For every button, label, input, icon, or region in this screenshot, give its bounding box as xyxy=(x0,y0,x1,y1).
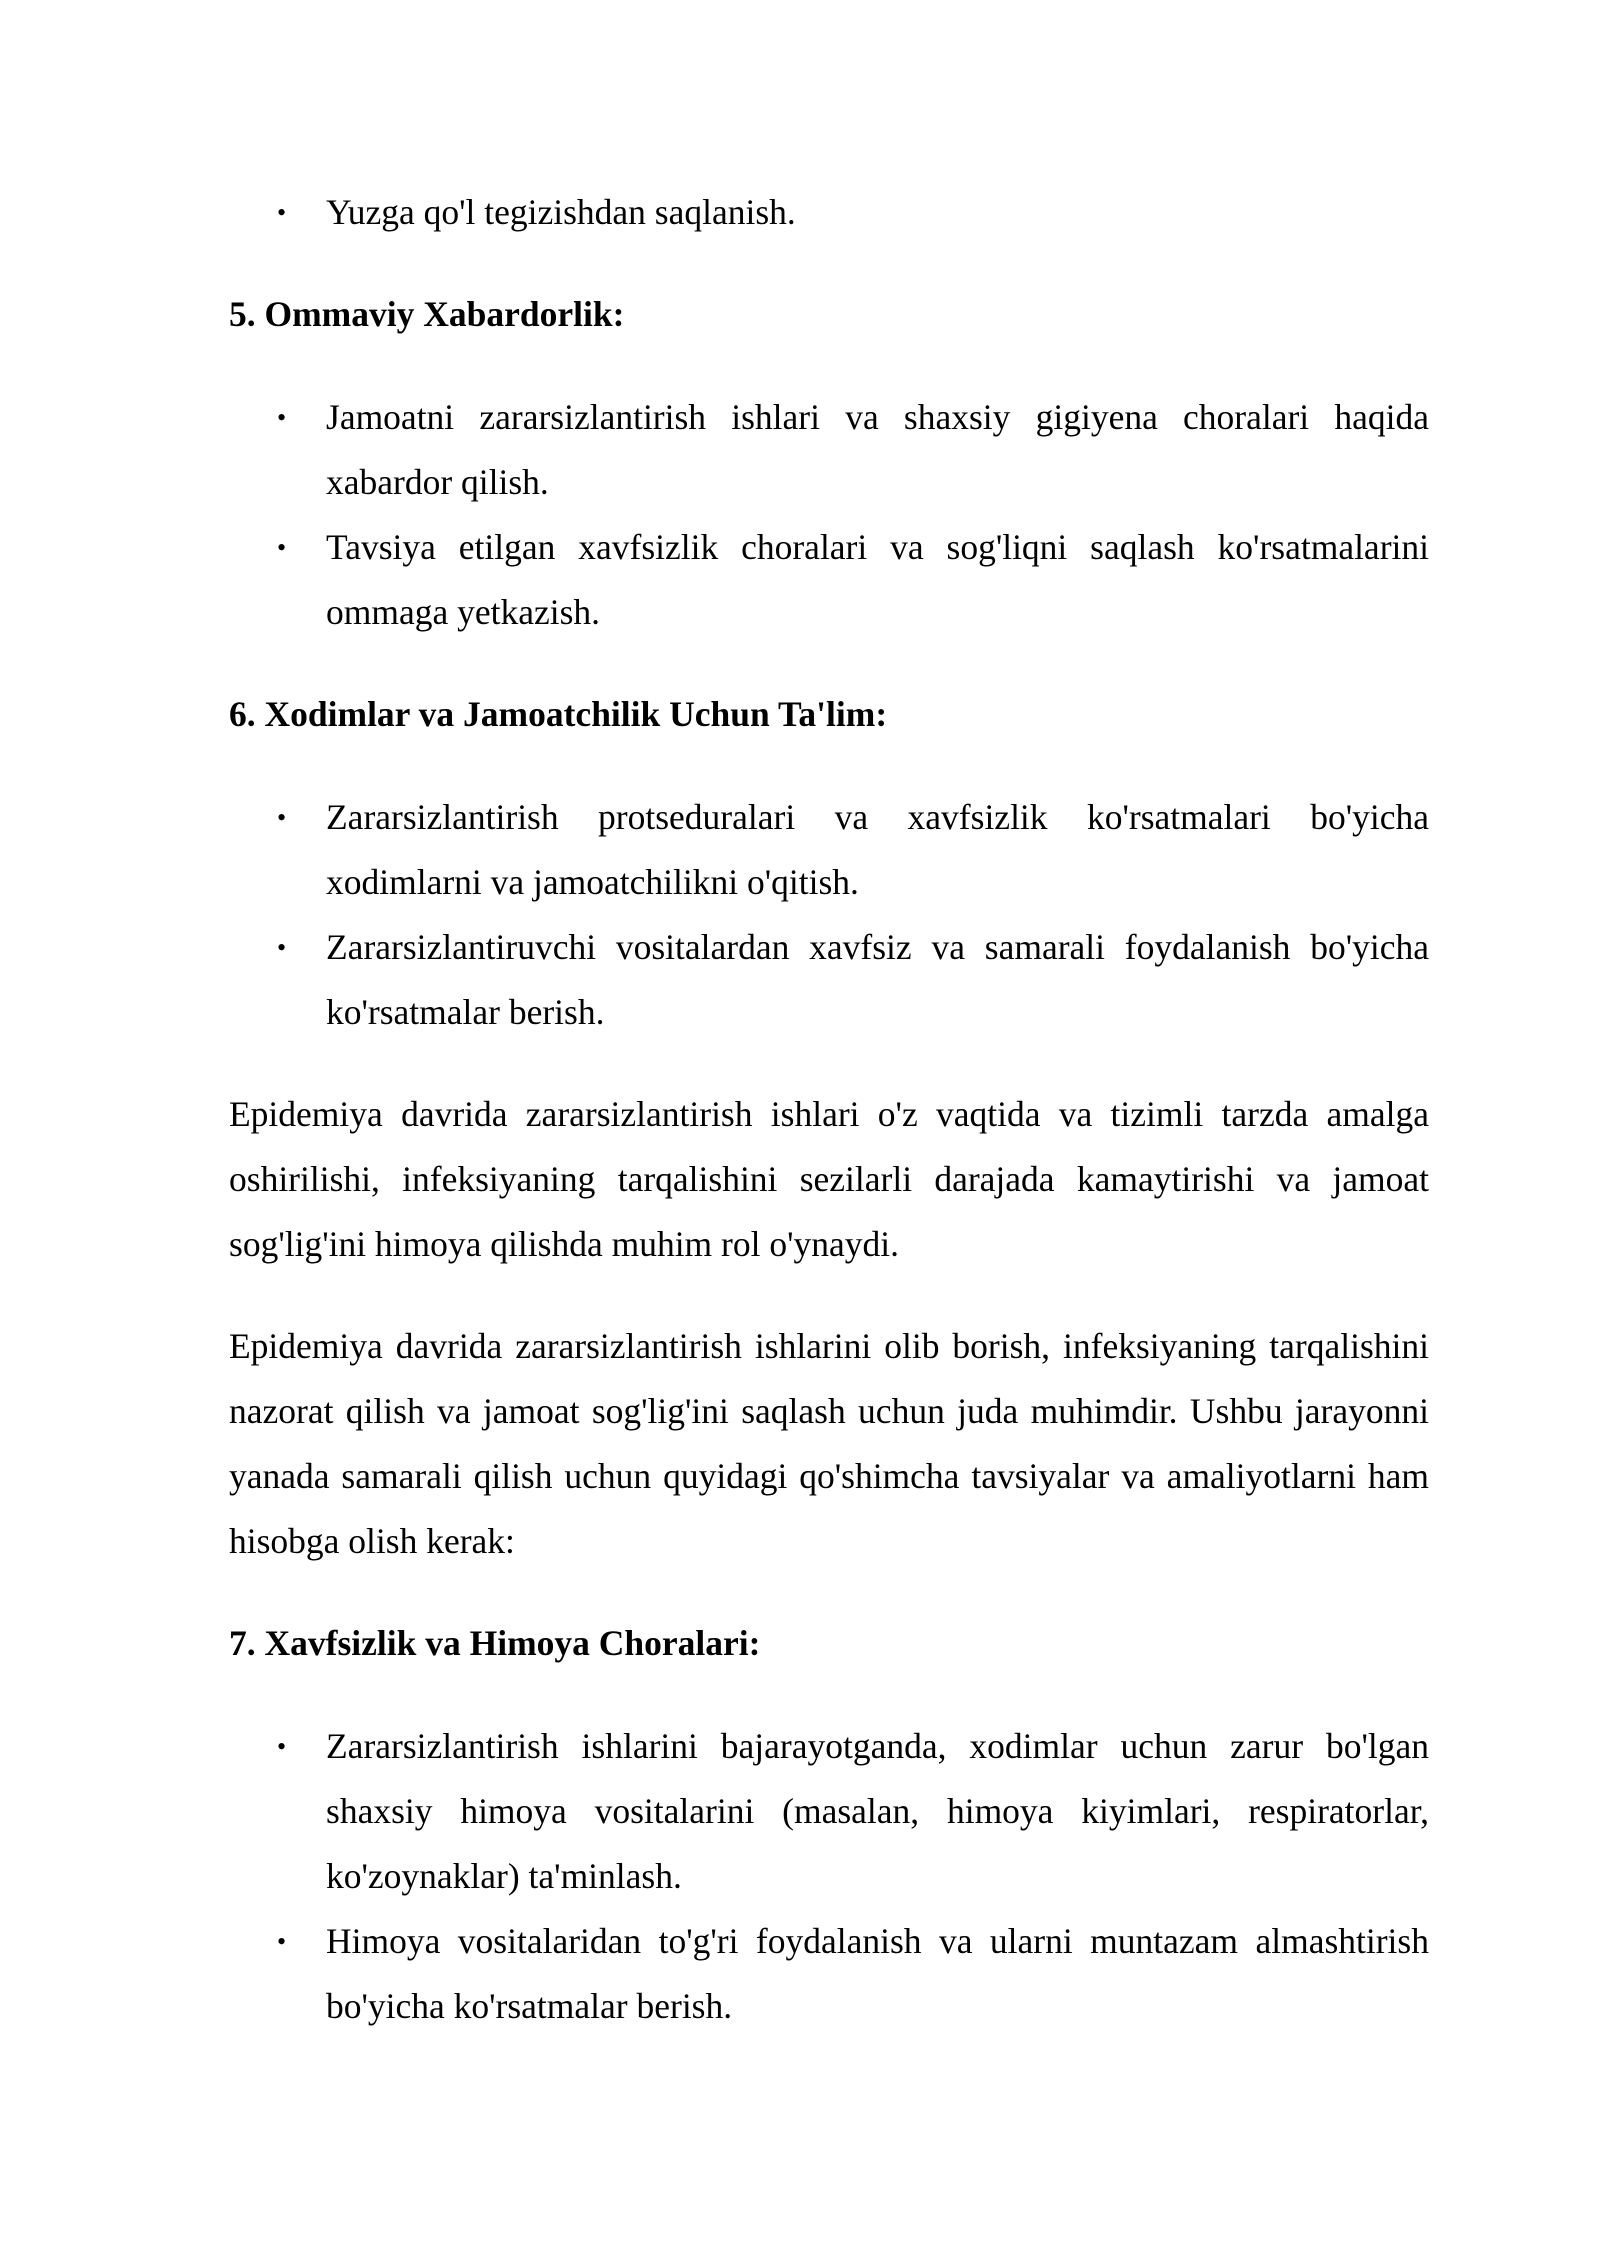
list-item-text: Himoya vositalaridan to'g'ri foydalanish va ularni muntazam almashtirish bo'yicha ko'rsatmalar berish. xyxy=(326,1921,1429,2026)
bullet-icon: • xyxy=(277,803,287,832)
body-paragraph: Epidemiya davrida zararsizlantirish ishlarini olib borish, infeksiyaning tarqalishini nazorat qilish va jamoat sog'lig'ini saqlash uchun juda muhimdir. Ushbu jarayonni yanada samarali qilish uchun quyidagi qo'shimcha tavsiyalar va amaliyotlarni ham hisobga olish kerak: xyxy=(229,1326,1429,1561)
bullet-list-section-7 xyxy=(229,1714,1429,2039)
section-heading-6: 6. Xodimlar va Jamoatchilik Uchun Ta'lim: xyxy=(229,694,888,734)
list-item-text: Yuzga qo'l tegizishdan saqlanish. xyxy=(326,192,796,232)
bullet-icon: • xyxy=(277,1732,287,1761)
list-item-text: Tavsiya etilgan xavfsizlik choralari va sog'liqni saqlash ko'rsatmalarini ommaga yetkazish. xyxy=(326,527,1429,632)
bullet-icon: • xyxy=(277,533,287,562)
list-item xyxy=(229,515,1429,645)
list-item xyxy=(229,915,1429,1045)
list-item xyxy=(229,180,1429,245)
bullet-list-section-6 xyxy=(229,785,1429,1045)
bullet-list-top xyxy=(229,180,1429,245)
bullet-list-section-5 xyxy=(229,385,1429,645)
body-paragraph: Epidemiya davrida zararsizlantirish ishlari o'z vaqtida va tizimli tarzda amalga oshirilishi, infeksiyaning tarqalishini sezilarli darajada kamaytirishi va jamoat sog'lig'ini himoya qilishda muhim rol o'ynaydi. xyxy=(229,1094,1429,1264)
list-item-text: Jamoatni zararsizlantirish ishlari va shaxsiy gigiyena choralari haqida xabardor qilish. xyxy=(326,397,1429,502)
list-item xyxy=(229,1714,1429,1909)
bullet-icon: • xyxy=(277,933,287,962)
bullet-icon: • xyxy=(277,1927,287,1956)
list-item xyxy=(229,385,1429,515)
list-item-text: Zararsizlantirish ishlarini bajarayotganda, xodimlar uchun zarur bo'lgan shaxsiy himoya vositalarini (masalan, himoya kiyimlari, respiratorlar, ko'zoynaklar) ta'minlash. xyxy=(326,1726,1429,1896)
section-heading-5: 5. Ommaviy Xabardorlik: xyxy=(229,294,625,334)
list-item-text: Zararsizlantiruvchi vositalardan xavfsiz va samarali foydalanish bo'yicha ko'rsatmalar berish. xyxy=(326,927,1429,1032)
list-item xyxy=(229,785,1429,915)
document-page xyxy=(229,180,1429,2039)
list-item-text: Zararsizlantirish protseduralari va xavfsizlik ko'rsatmalari bo'yicha xodimlarni va jamoatchilikni o'qitish. xyxy=(326,797,1429,902)
section-heading-7: 7. Xavfsizlik va Himoya Choralari: xyxy=(229,1623,761,1663)
bullet-icon: • xyxy=(277,198,287,227)
bullet-icon: • xyxy=(277,403,287,432)
list-item xyxy=(229,1909,1429,2039)
